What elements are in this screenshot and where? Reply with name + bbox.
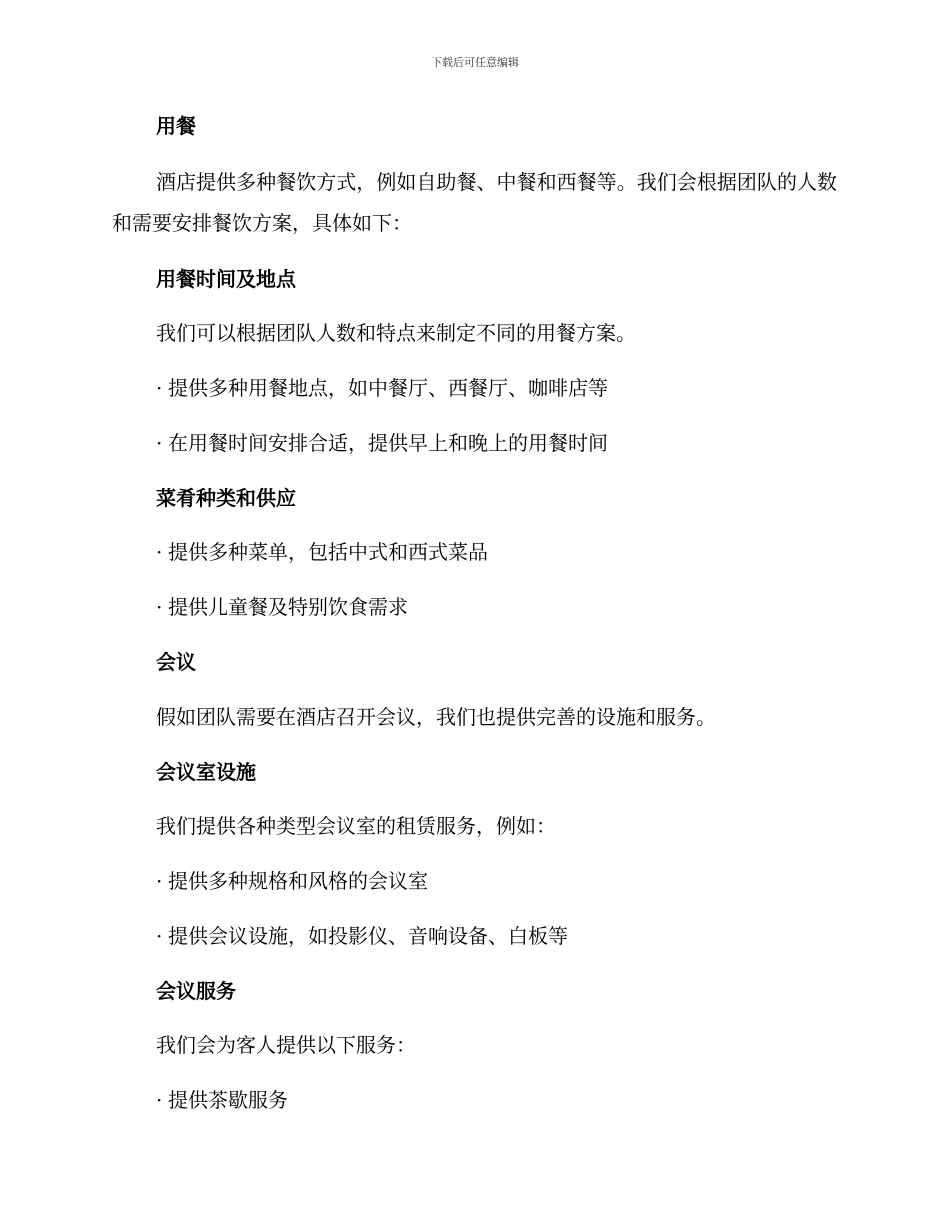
paragraph-dining: 酒店提供多种餐饮方式，例如自助餐、中餐和西餐等。我们会根据团队的人数和需要安排餐饮方案，具体如下： xyxy=(112,170,837,235)
heading-meeting-room: 会议室设施 xyxy=(156,760,256,784)
bullet-text: 提供多种菜单，包括中式和西式菜品 xyxy=(168,540,488,564)
bullet-text: 提供多种用餐地点，如中餐厅、西餐厅、咖啡店等 xyxy=(168,376,608,400)
heading-time-place: 用餐时间及地点 xyxy=(156,267,296,291)
bullet-text: 提供茶歇服务 xyxy=(168,1088,288,1112)
paragraph-time-place: 我们可以根据团队人数和特点来制定不同的用餐方案。 xyxy=(156,321,636,345)
paragraph-meeting-room: 我们提供各种类型会议室的租赁服务，例如： xyxy=(156,814,556,838)
bullet-mark: · xyxy=(156,924,163,948)
bullet-mark: · xyxy=(156,540,163,564)
bullet-item xyxy=(156,595,408,619)
bullet-item xyxy=(156,1088,288,1112)
bullet-mark: · xyxy=(156,869,163,893)
heading-dishes: 菜肴种类和供应 xyxy=(156,486,296,510)
bullet-mark: · xyxy=(156,1088,163,1112)
bullet-text: 在用餐时间安排合适，提供早上和晚上的用餐时间 xyxy=(168,431,608,455)
page-header: 下载后可任意编辑 xyxy=(431,56,519,69)
bullet-text: 提供儿童餐及特别饮食需求 xyxy=(168,595,408,619)
bullet-mark: · xyxy=(156,431,163,455)
bullet-item xyxy=(156,869,428,893)
bullet-item xyxy=(156,376,608,400)
heading-meeting-service: 会议服务 xyxy=(156,979,236,1003)
bullet-item xyxy=(156,924,568,948)
heading-dining: 用餐 xyxy=(156,114,196,138)
bullet-text: 提供多种规格和风格的会议室 xyxy=(168,869,428,893)
paragraph-meeting-service: 我们会为客人提供以下服务： xyxy=(156,1033,416,1057)
paragraph-meeting: 假如团队需要在酒店召开会议，我们也提供完善的设施和服务。 xyxy=(156,705,716,729)
bullet-mark: · xyxy=(156,595,163,619)
bullet-item xyxy=(156,431,608,455)
bullet-mark: · xyxy=(156,376,163,400)
bullet-text: 提供会议设施，如投影仪、音响设备、白板等 xyxy=(168,924,568,948)
heading-meeting: 会议 xyxy=(156,650,196,674)
bullet-item xyxy=(156,540,488,564)
